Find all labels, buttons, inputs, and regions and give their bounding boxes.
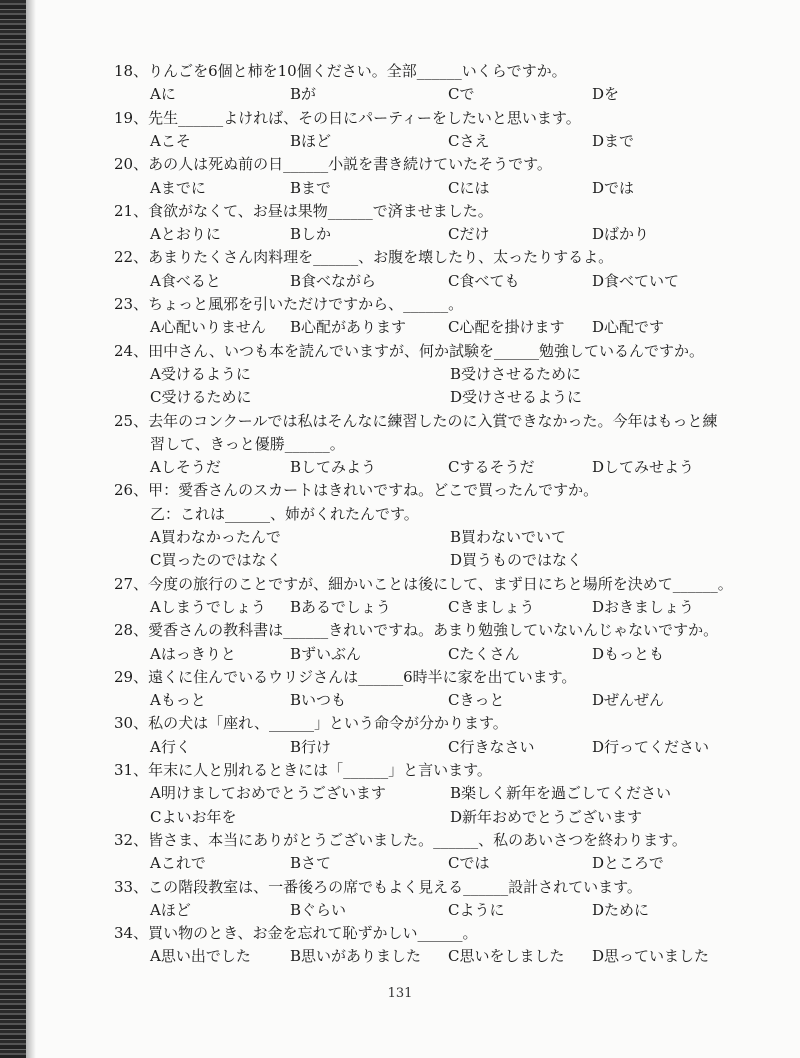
answer-option: B行け <box>290 737 332 756</box>
answer-option: B心配があります <box>290 318 407 337</box>
answer-option: B食べながら <box>290 271 377 290</box>
answer-option: B思いがありました <box>290 947 422 966</box>
answer-option: Bまで <box>290 178 332 197</box>
answer-options <box>150 130 750 153</box>
answer-option: A食べると <box>150 271 221 290</box>
answer-option: Bが <box>290 85 317 104</box>
answer-option: Bいつも <box>290 691 347 710</box>
answer-options <box>150 363 750 386</box>
answer-option: A買わなかったんで <box>150 528 281 546</box>
question-stem-continued: 乙：これは______、姉がくれたんです。 <box>150 504 419 523</box>
answer-option: Cするそうだ <box>448 458 535 477</box>
answer-option: Cきっと <box>448 691 505 710</box>
answer-option: Cように <box>448 900 505 919</box>
answer-option: Bしてみよう <box>290 458 377 477</box>
answer-option: Aこれで <box>150 854 206 873</box>
question-stem: 32、皆さま、本当にありがとうございました。______、私のあいさつを終わります。 <box>114 830 687 849</box>
page-number: 131 <box>387 986 413 1001</box>
answer-option: Dでは <box>592 178 635 197</box>
answer-option: Aこそ <box>150 131 191 150</box>
answer-option: Aまでに <box>150 178 206 197</box>
answer-option: Cで <box>448 85 475 104</box>
question-stem: 24、田中さん、いつも本を読んでいますが、何か試験を______勉強しているんですか。 <box>114 341 704 360</box>
question-stem: 29、遠くに住んでいるウリジさんは______6時半に家を出ています。 <box>114 667 577 686</box>
answer-option: Dもっとも <box>592 644 665 663</box>
question-stem: 21、食欲がなくて、お昼は果物______で済ませました。 <box>114 201 493 220</box>
answer-options <box>150 596 750 619</box>
question-stem: 31、年末に人と別れるときには「______」と言います。 <box>114 761 492 779</box>
question-stem: 30、私の犬は「座れ、______」という命令が分かります。 <box>114 714 508 733</box>
answer-option: D新年おめでとうございます <box>450 807 643 826</box>
question-stem: 25、去年のコンクールでは私はそんなに練習したのに入賞できなかった。今年はもっと練 <box>114 411 718 430</box>
answer-options <box>150 852 750 875</box>
answer-options <box>150 177 750 200</box>
answer-options <box>150 456 750 479</box>
question-stem: 19、先生______よければ、その日にパーティーをしたいと思います。 <box>114 108 581 127</box>
answer-option: C食べても <box>448 271 520 290</box>
question-stem: 23、ちょっと風邪を引いただけですから、______。 <box>114 295 464 313</box>
answer-options <box>150 386 750 409</box>
answer-options <box>150 736 750 759</box>
answer-option: C買ったのではなく <box>150 551 282 570</box>
answer-option: Aに <box>150 85 176 104</box>
answer-option: Bぐらい <box>290 900 347 919</box>
question-stem: 26、甲：愛香さんのスカートはきれいですね。どこで買ったんですか。 <box>114 481 599 500</box>
answer-options <box>150 549 750 572</box>
answer-option: C行きなさい <box>448 737 535 756</box>
answer-option: C心配を掛けます <box>448 318 565 337</box>
answer-option: Dしてみせよう <box>592 458 695 477</box>
answer-option: Cさえ <box>448 131 490 150</box>
answer-option: Dおきましょう <box>592 597 695 616</box>
answer-option: Aはっきりと <box>150 644 236 663</box>
answer-option: Aしまうでしょう <box>150 597 266 616</box>
answer-options <box>150 270 750 293</box>
answer-option: Cよいお年を <box>150 807 237 826</box>
answer-option: A行く <box>150 737 191 756</box>
answer-option: Dまで <box>592 131 635 150</box>
answer-options <box>150 83 750 106</box>
answer-option: A受けるように <box>150 364 251 383</box>
question-stem: 27、今度の旅行のことですが、細かいことは後にして、まず日にちと場所を決めて______。 <box>114 574 733 593</box>
answer-option: Aほど <box>150 900 191 919</box>
answer-option: Cきましょう <box>448 597 535 616</box>
answer-option: D行ってください <box>592 737 710 756</box>
answer-option: B買わないでいて <box>450 528 567 546</box>
answer-option: D心配です <box>592 318 665 337</box>
answer-option: Dために <box>592 900 650 919</box>
answer-option: B楽しく新年を過ごしてください <box>450 784 672 803</box>
answer-option: Cたくさん <box>448 644 520 663</box>
question-stem: 28、愛香さんの教科書は______きれいですね。あまり勉強していないんじゃないですか。 <box>114 621 719 640</box>
answer-option: Dところで <box>592 854 664 873</box>
answer-option: Bしか <box>290 225 332 244</box>
answer-options <box>150 526 750 549</box>
answer-option: B受けさせるために <box>450 364 582 383</box>
question-stem: 20、あの人は死ぬ前の日______小説を書き続けていたそうです。 <box>114 155 552 174</box>
answer-option: Dばかり <box>592 225 650 244</box>
answer-option: Dを <box>592 85 620 104</box>
answer-option: Aとおりに <box>150 225 221 244</box>
answer-options <box>150 223 750 246</box>
answer-option: A明けましておめでとうございます <box>150 784 386 803</box>
answer-option: A思い出でした <box>150 947 251 966</box>
answer-options <box>150 689 750 712</box>
answer-option: D受けさせるように <box>450 388 583 407</box>
answer-option: D思っていました <box>592 947 710 966</box>
answer-option: Cだけ <box>448 225 490 244</box>
answer-option: Cでは <box>448 854 490 873</box>
answer-option: Aしそうだ <box>150 458 221 477</box>
answer-options <box>150 945 750 968</box>
answer-option: C思いをしました <box>448 947 565 966</box>
answer-option: Bさて <box>290 854 332 873</box>
question-stem: 34、買い物のとき、お金を忘れて恥ずかしい______。 <box>114 924 478 943</box>
answer-option: D食べていて <box>592 271 680 290</box>
answer-option: D買うものではなく <box>450 551 583 570</box>
answer-option: Dぜんぜん <box>592 691 665 710</box>
answer-option: Cには <box>448 178 490 197</box>
answer-options <box>150 643 750 666</box>
question-stem: 18、りんごを6個と柿を10個ください。全部______いくらですか。 <box>114 62 567 80</box>
answer-option: Bずいぶん <box>290 644 362 663</box>
question-stem: 33、この階段教室は、一番後ろの席でもよく見える______設計されています。 <box>114 877 642 896</box>
answer-options <box>150 806 750 829</box>
answer-option: Bあるでしょう <box>290 597 391 616</box>
answer-option: Bほど <box>290 131 332 150</box>
answer-options <box>150 316 750 339</box>
answer-options <box>150 899 750 922</box>
answer-option: C受けるために <box>150 388 252 407</box>
question-stem-continued: 習して、きっと優勝______。 <box>150 434 345 453</box>
answer-option: Aもっと <box>150 691 206 710</box>
answer-option: A心配いりません <box>150 318 266 337</box>
answer-options <box>150 782 750 805</box>
question-stem: 22、あまりたくさん肉料理を______、お腹を壊したり、太ったりするよ。 <box>114 248 614 267</box>
